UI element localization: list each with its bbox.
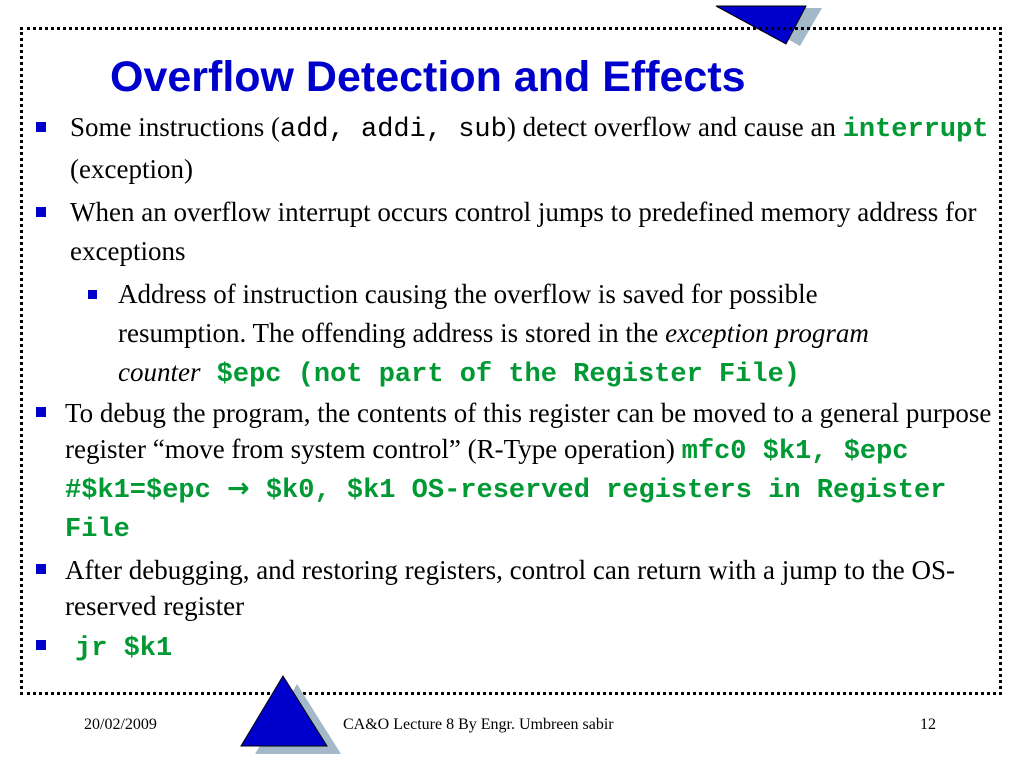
slide-title: Overflow Detection and Effects (110, 53, 746, 101)
bullet-5-code: jr $k1 (75, 634, 173, 664)
sub-bullet-square (88, 290, 97, 299)
sub-bullet-text: Address of instruction causing the overflow is saved for possible resumption. The offending address is stored in the (118, 279, 818, 348)
bullet-2-text: When an overflow interrupt occurs control jumps to predefined memory address for exceptions (70, 197, 977, 266)
bullet-1-text-c: (exception) (70, 154, 193, 184)
bullet-3-code-a: mfc0 $k1, $epc #$k1=$epc (65, 437, 909, 506)
bullet-item-3 (36, 395, 996, 548)
bottom-decoration (235, 670, 345, 760)
footer-lecture: CA&O Lecture 8 By Engr. Umbreen sabir (343, 716, 614, 733)
bullet-3-code-b: $k0, $k1 OS-reserved registers in Register File (65, 476, 947, 545)
bullet-item-1 (36, 108, 996, 189)
slide-content (36, 108, 996, 671)
bullet-item-4 (36, 552, 996, 624)
arrow-icon: → (227, 473, 250, 504)
bullet-square (36, 407, 46, 417)
bullet-item-2 (36, 193, 996, 271)
sub-bullet-item-1 (36, 275, 996, 395)
bullet-square (36, 122, 46, 132)
sub-bullet-code: $epc (not part of the Register File) (200, 360, 800, 390)
bullet-1-code-b: interrupt (842, 115, 989, 145)
bullet-square (36, 564, 46, 574)
bullet-4-text: After debugging, and restoring registers, control can return with a jump to the OS-reserved register (65, 555, 956, 621)
bullet-1-code-a: add, addi, sub (280, 115, 507, 145)
sub-bullet-italic: exception program counter (118, 318, 869, 387)
footer-page-number: 12 (920, 716, 936, 733)
bullet-3-text: To debug the program, the contents of this register can be moved to a general purpose register “move from system control” (R-Type operation) (65, 398, 992, 464)
bottom-triangle (241, 676, 327, 746)
footer-date: 20/02/2009 (84, 716, 157, 733)
bullet-square (36, 640, 46, 650)
bullet-1-text-b: ) detect overflow and cause an (506, 112, 843, 142)
bullet-1-text-a: Some instructions ( (70, 112, 280, 142)
bullet-square (36, 207, 46, 217)
bullet-item-5 (36, 628, 996, 667)
